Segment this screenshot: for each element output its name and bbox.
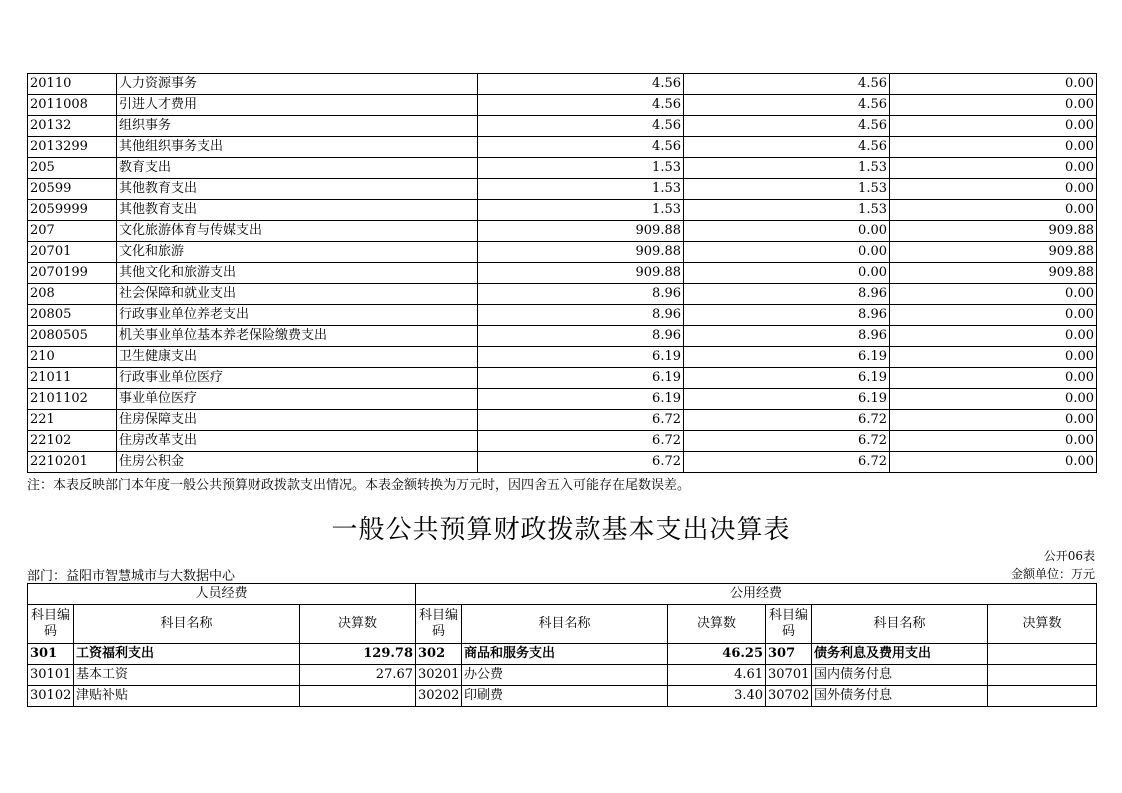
cell-name: 住房公积金 — [117, 452, 478, 473]
cell-name: 引进人才费用 — [117, 95, 478, 116]
group-header-personnel: 人员经费 — [28, 584, 416, 605]
cell-code: 22102 — [28, 431, 117, 452]
column-header-code: 科目编码 — [766, 605, 812, 644]
cell-project: 0.00 — [890, 347, 1097, 368]
cell-total: 1.53 — [478, 158, 684, 179]
table-row — [28, 116, 1097, 137]
cell-basic: 0.00 — [684, 221, 890, 242]
table-row — [28, 263, 1097, 284]
cell-code: 30701 — [766, 665, 812, 686]
cell-name: 工资福利支出 — [74, 644, 300, 665]
cell-project: 909.88 — [890, 263, 1097, 284]
cell-code: 2059999 — [28, 200, 117, 221]
cell-code: 302 — [416, 644, 462, 665]
expenditure-table-body — [28, 74, 1097, 473]
cell-code: 20701 — [28, 242, 117, 263]
cell-name: 行政事业单位医疗 — [117, 368, 478, 389]
cell-code: 210 — [28, 347, 117, 368]
column-header-name: 科目名称 — [462, 605, 668, 644]
column-header-code: 科目编码 — [28, 605, 74, 644]
table-row — [28, 347, 1097, 368]
cell-basic: 6.72 — [684, 410, 890, 431]
cell-name: 印刷费 — [462, 686, 668, 707]
cell-code: 2101102 — [28, 389, 117, 410]
cell-name: 商品和服务支出 — [462, 644, 668, 665]
cell-basic: 6.72 — [684, 431, 890, 452]
cell-basic: 0.00 — [684, 242, 890, 263]
cell-name: 行政事业单位养老支出 — [117, 305, 478, 326]
table-row — [28, 368, 1097, 389]
cell-total: 4.56 — [478, 95, 684, 116]
cell-basic: 1.53 — [684, 158, 890, 179]
cell-basic: 6.72 — [684, 452, 890, 473]
cell-total: 8.96 — [478, 284, 684, 305]
department-label: 部门：益阳市智慧城市与大数据中心 — [27, 569, 236, 584]
basic-expenditure-table — [27, 583, 1097, 707]
cell-amount: 46.25 — [668, 644, 766, 665]
table-row — [28, 686, 1097, 707]
column-header-name: 科目名称 — [74, 605, 300, 644]
cell-name: 社会保障和就业支出 — [117, 284, 478, 305]
cell-amount: 27.67 — [300, 665, 416, 686]
column-header-code: 科目编码 — [416, 605, 462, 644]
cell-amount: 129.78 — [300, 644, 416, 665]
page-title: 一般公共预算财政拨款基本支出决算表 — [331, 515, 791, 545]
cell-code: 30102 — [28, 686, 74, 707]
basic-expenditure-body — [28, 644, 1097, 707]
cell-basic: 0.00 — [684, 263, 890, 284]
table-row — [28, 74, 1097, 95]
cell-project: 909.88 — [890, 221, 1097, 242]
cell-code: 20132 — [28, 116, 117, 137]
cell-amount: 3.40 — [668, 686, 766, 707]
cell-total: 6.72 — [478, 431, 684, 452]
cell-project: 0.00 — [890, 368, 1097, 389]
cell-basic: 8.96 — [684, 326, 890, 347]
cell-name: 卫生健康支出 — [117, 347, 478, 368]
cell-total: 4.56 — [478, 116, 684, 137]
cell-name: 办公费 — [462, 665, 668, 686]
cell-code: 20805 — [28, 305, 117, 326]
cell-name: 其他文化和旅游支出 — [117, 263, 478, 284]
cell-total: 909.88 — [478, 221, 684, 242]
table-row — [28, 644, 1097, 665]
cell-total: 909.88 — [478, 263, 684, 284]
cell-total: 6.19 — [478, 368, 684, 389]
cell-basic: 8.96 — [684, 305, 890, 326]
cell-code: 205 — [28, 158, 117, 179]
cell-basic: 6.19 — [684, 368, 890, 389]
cell-project: 0.00 — [890, 431, 1097, 452]
cell-project: 0.00 — [890, 179, 1097, 200]
cell-name: 住房改革支出 — [117, 431, 478, 452]
table-note: 注：本表反映部门本年度一般公共预算财政拨款支出情况。本表金额转换为万元时，因四舍五入可能存在尾数误差。 — [27, 478, 691, 493]
cell-amount — [988, 686, 1097, 707]
cell-total: 4.56 — [478, 74, 684, 95]
table-row — [28, 95, 1097, 116]
table-row — [28, 179, 1097, 200]
group-header-public: 公用经费 — [416, 584, 1097, 605]
cell-name: 住房保障支出 — [117, 410, 478, 431]
cell-basic: 8.96 — [684, 284, 890, 305]
cell-basic: 4.56 — [684, 116, 890, 137]
cell-project: 909.88 — [890, 242, 1097, 263]
cell-code: 21011 — [28, 368, 117, 389]
table-row — [28, 158, 1097, 179]
cell-code: 30201 — [416, 665, 462, 686]
cell-code: 207 — [28, 221, 117, 242]
cell-amount: 4.61 — [668, 665, 766, 686]
cell-total: 909.88 — [478, 242, 684, 263]
cell-total: 4.56 — [478, 137, 684, 158]
table-row — [28, 305, 1097, 326]
cell-code: 30202 — [416, 686, 462, 707]
cell-total: 1.53 — [478, 200, 684, 221]
cell-basic: 1.53 — [684, 200, 890, 221]
cell-project: 0.00 — [890, 158, 1097, 179]
cell-total: 6.72 — [478, 452, 684, 473]
cell-name: 人力资源事务 — [117, 74, 478, 95]
cell-project: 0.00 — [890, 305, 1097, 326]
cell-basic: 4.56 — [684, 95, 890, 116]
cell-code: 2080505 — [28, 326, 117, 347]
cell-total: 8.96 — [478, 326, 684, 347]
table-row — [28, 326, 1097, 347]
cell-total: 8.96 — [478, 305, 684, 326]
table-row — [28, 221, 1097, 242]
cell-total: 1.53 — [478, 179, 684, 200]
column-header-amount: 决算数 — [668, 605, 766, 644]
table-row — [28, 389, 1097, 410]
cell-name: 文化旅游体育与传媒支出 — [117, 221, 478, 242]
cell-code: 221 — [28, 410, 117, 431]
cell-name: 债务利息及费用支出 — [812, 644, 988, 665]
cell-project: 0.00 — [890, 410, 1097, 431]
form-number: 公开06表 — [1043, 549, 1095, 563]
cell-total: 6.72 — [478, 410, 684, 431]
table-row — [28, 242, 1097, 263]
cell-code: 2011008 — [28, 95, 117, 116]
table-row — [28, 665, 1097, 686]
amount-unit-label: 金额单位：万元 — [1010, 567, 1095, 581]
cell-basic: 4.56 — [684, 137, 890, 158]
table-row — [28, 284, 1097, 305]
cell-code: 307 — [766, 644, 812, 665]
cell-basic: 6.19 — [684, 347, 890, 368]
table-row — [28, 410, 1097, 431]
cell-project: 0.00 — [890, 452, 1097, 473]
cell-name: 基本工资 — [74, 665, 300, 686]
cell-name: 其他组织事务支出 — [117, 137, 478, 158]
cell-project: 0.00 — [890, 326, 1097, 347]
cell-code: 2013299 — [28, 137, 117, 158]
cell-total: 6.19 — [478, 389, 684, 410]
cell-amount — [988, 644, 1097, 665]
table-row — [28, 431, 1097, 452]
cell-name: 文化和旅游 — [117, 242, 478, 263]
cell-code: 20599 — [28, 179, 117, 200]
cell-name: 其他教育支出 — [117, 200, 478, 221]
cell-amount — [988, 665, 1097, 686]
expenditure-table-continued — [27, 73, 1097, 473]
cell-total: 6.19 — [478, 347, 684, 368]
table-row — [28, 200, 1097, 221]
cell-project: 0.00 — [890, 95, 1097, 116]
cell-code: 30702 — [766, 686, 812, 707]
cell-project: 0.00 — [890, 137, 1097, 158]
cell-project: 0.00 — [890, 200, 1097, 221]
table-row — [28, 452, 1097, 473]
cell-name: 国外债务付息 — [812, 686, 988, 707]
cell-name: 机关事业单位基本养老保险缴费支出 — [117, 326, 478, 347]
column-header-amount: 决算数 — [300, 605, 416, 644]
cell-code: 20110 — [28, 74, 117, 95]
cell-amount — [300, 686, 416, 707]
column-header-name: 科目名称 — [812, 605, 988, 644]
cell-project: 0.00 — [890, 74, 1097, 95]
cell-code: 30101 — [28, 665, 74, 686]
cell-name: 其他教育支出 — [117, 179, 478, 200]
cell-project: 0.00 — [890, 116, 1097, 137]
cell-name: 组织事务 — [117, 116, 478, 137]
cell-basic: 6.19 — [684, 389, 890, 410]
cell-name: 津贴补贴 — [74, 686, 300, 707]
cell-project: 0.00 — [890, 284, 1097, 305]
cell-name: 事业单位医疗 — [117, 389, 478, 410]
cell-code: 208 — [28, 284, 117, 305]
cell-basic: 4.56 — [684, 74, 890, 95]
cell-name: 教育支出 — [117, 158, 478, 179]
cell-basic: 1.53 — [684, 179, 890, 200]
cell-project: 0.00 — [890, 389, 1097, 410]
cell-code: 301 — [28, 644, 74, 665]
cell-code: 2210201 — [28, 452, 117, 473]
table-row — [28, 137, 1097, 158]
column-header-amount: 决算数 — [988, 605, 1097, 644]
cell-name: 国内债务付息 — [812, 665, 988, 686]
cell-code: 2070199 — [28, 263, 117, 284]
